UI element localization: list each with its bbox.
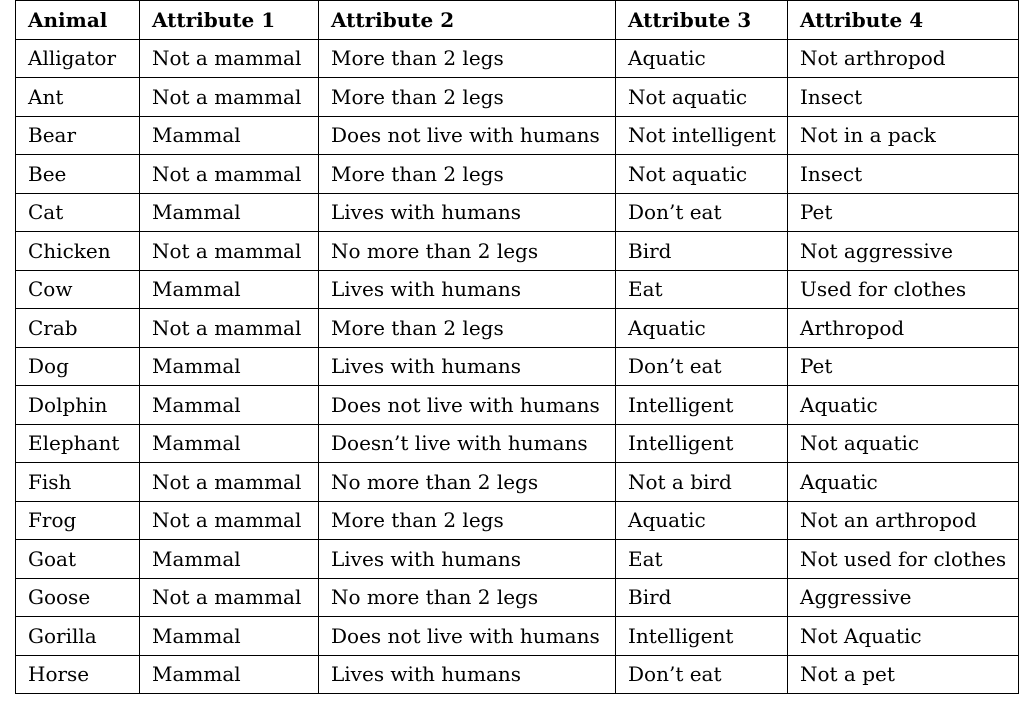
table-row — [16, 155, 1019, 194]
attribute-3-cell: Intelligent — [616, 424, 788, 463]
attribute-2-cell: No more than 2 legs — [319, 463, 616, 502]
attribute-4-cell: Aggressive — [788, 578, 1019, 617]
attribute-4-cell: Pet — [788, 193, 1019, 232]
attribute-4-cell: Not in a pack — [788, 116, 1019, 155]
header-attribute-2: Attribute 2 — [319, 1, 616, 40]
attribute-3-cell: Don’t eat — [616, 193, 788, 232]
attribute-4-cell: Pet — [788, 347, 1019, 386]
attribute-1-cell: Mammal — [140, 540, 319, 579]
attribute-3-cell: Not aquatic — [616, 155, 788, 194]
animal-cell: Ant — [16, 78, 140, 117]
attribute-2-cell: Does not live with humans — [319, 386, 616, 425]
attribute-3-cell: Not intelligent — [616, 116, 788, 155]
table-row — [16, 116, 1019, 155]
attribute-2-cell: More than 2 legs — [319, 501, 616, 540]
attribute-3-cell: Intelligent — [616, 386, 788, 425]
attribute-1-cell: Not a mammal — [140, 155, 319, 194]
attribute-1-cell: Mammal — [140, 193, 319, 232]
attribute-1-cell: Mammal — [140, 386, 319, 425]
attribute-3-cell: Bird — [616, 578, 788, 617]
attribute-2-cell: No more than 2 legs — [319, 232, 616, 271]
attribute-2-cell: Doesn’t live with humans — [319, 424, 616, 463]
attribute-1-cell: Mammal — [140, 655, 319, 694]
attribute-4-cell: Used for clothes — [788, 270, 1019, 309]
attribute-1-cell: Not a mammal — [140, 578, 319, 617]
animal-cell: Fish — [16, 463, 140, 502]
attribute-1-cell: Not a mammal — [140, 232, 319, 271]
animal-cell: Chicken — [16, 232, 140, 271]
attribute-4-cell: Aquatic — [788, 386, 1019, 425]
attribute-1-cell: Mammal — [140, 617, 319, 656]
attribute-4-cell: Not an arthropod — [788, 501, 1019, 540]
attribute-1-cell: Mammal — [140, 270, 319, 309]
table-body — [16, 39, 1019, 694]
table-row — [16, 424, 1019, 463]
attribute-2-cell: Does not live with humans — [319, 617, 616, 656]
attribute-3-cell: Intelligent — [616, 617, 788, 656]
attribute-4-cell: Not arthropod — [788, 39, 1019, 78]
header-attribute-3: Attribute 3 — [616, 1, 788, 40]
attribute-1-cell: Mammal — [140, 347, 319, 386]
animal-cell: Gorilla — [16, 617, 140, 656]
attribute-1-cell: Not a mammal — [140, 309, 319, 348]
table-row — [16, 193, 1019, 232]
attribute-4-cell: Not Aquatic — [788, 617, 1019, 656]
attribute-4-cell: Aquatic — [788, 463, 1019, 502]
table-row — [16, 309, 1019, 348]
attribute-2-cell: Lives with humans — [319, 540, 616, 579]
animal-cell: Goose — [16, 578, 140, 617]
attribute-4-cell: Arthropod — [788, 309, 1019, 348]
attribute-4-cell: Insect — [788, 155, 1019, 194]
table-row — [16, 78, 1019, 117]
attribute-4-cell: Not aquatic — [788, 424, 1019, 463]
attribute-3-cell: Eat — [616, 540, 788, 579]
attribute-2-cell: More than 2 legs — [319, 78, 616, 117]
attribute-2-cell: Lives with humans — [319, 655, 616, 694]
attribute-3-cell: Eat — [616, 270, 788, 309]
table-row — [16, 347, 1019, 386]
attribute-3-cell: Aquatic — [616, 39, 788, 78]
attribute-3-cell: Don’t eat — [616, 655, 788, 694]
table-row — [16, 540, 1019, 579]
attribute-2-cell: No more than 2 legs — [319, 578, 616, 617]
attribute-2-cell: Lives with humans — [319, 193, 616, 232]
table-row — [16, 39, 1019, 78]
attribute-1-cell: Not a mammal — [140, 39, 319, 78]
header-animal: Animal — [16, 1, 140, 40]
table-row — [16, 386, 1019, 425]
attribute-3-cell: Not aquatic — [616, 78, 788, 117]
attribute-1-cell: Not a mammal — [140, 501, 319, 540]
attribute-2-cell: More than 2 legs — [319, 155, 616, 194]
animal-attributes-table — [15, 0, 1019, 694]
attribute-2-cell: More than 2 legs — [319, 39, 616, 78]
header-row — [16, 1, 1019, 40]
animal-cell: Dog — [16, 347, 140, 386]
attribute-4-cell: Not a pet — [788, 655, 1019, 694]
animal-cell: Elephant — [16, 424, 140, 463]
attribute-4-cell: Not aggressive — [788, 232, 1019, 271]
table-row — [16, 617, 1019, 656]
attribute-1-cell: Mammal — [140, 424, 319, 463]
attribute-3-cell: Aquatic — [616, 309, 788, 348]
attribute-2-cell: Does not live with humans — [319, 116, 616, 155]
table-row — [16, 655, 1019, 694]
animal-cell: Cat — [16, 193, 140, 232]
animal-cell: Goat — [16, 540, 140, 579]
table-row — [16, 270, 1019, 309]
table-row — [16, 463, 1019, 502]
animal-cell: Crab — [16, 309, 140, 348]
table-row — [16, 578, 1019, 617]
table-row — [16, 232, 1019, 271]
attribute-3-cell: Don’t eat — [616, 347, 788, 386]
attribute-1-cell: Not a mammal — [140, 78, 319, 117]
animal-cell: Cow — [16, 270, 140, 309]
attribute-3-cell: Bird — [616, 232, 788, 271]
animal-cell: Bear — [16, 116, 140, 155]
attribute-3-cell: Aquatic — [616, 501, 788, 540]
attribute-2-cell: More than 2 legs — [319, 309, 616, 348]
attribute-4-cell: Insect — [788, 78, 1019, 117]
animal-cell: Bee — [16, 155, 140, 194]
header-attribute-1: Attribute 1 — [140, 1, 319, 40]
attribute-1-cell: Not a mammal — [140, 463, 319, 502]
attribute-1-cell: Mammal — [140, 116, 319, 155]
attribute-2-cell: Lives with humans — [319, 270, 616, 309]
attribute-4-cell: Not used for clothes — [788, 540, 1019, 579]
animal-cell: Alligator — [16, 39, 140, 78]
attribute-3-cell: Not a bird — [616, 463, 788, 502]
attribute-2-cell: Lives with humans — [319, 347, 616, 386]
header-attribute-4: Attribute 4 — [788, 1, 1019, 40]
animal-cell: Horse — [16, 655, 140, 694]
animal-cell: Dolphin — [16, 386, 140, 425]
animal-cell: Frog — [16, 501, 140, 540]
table-row — [16, 501, 1019, 540]
